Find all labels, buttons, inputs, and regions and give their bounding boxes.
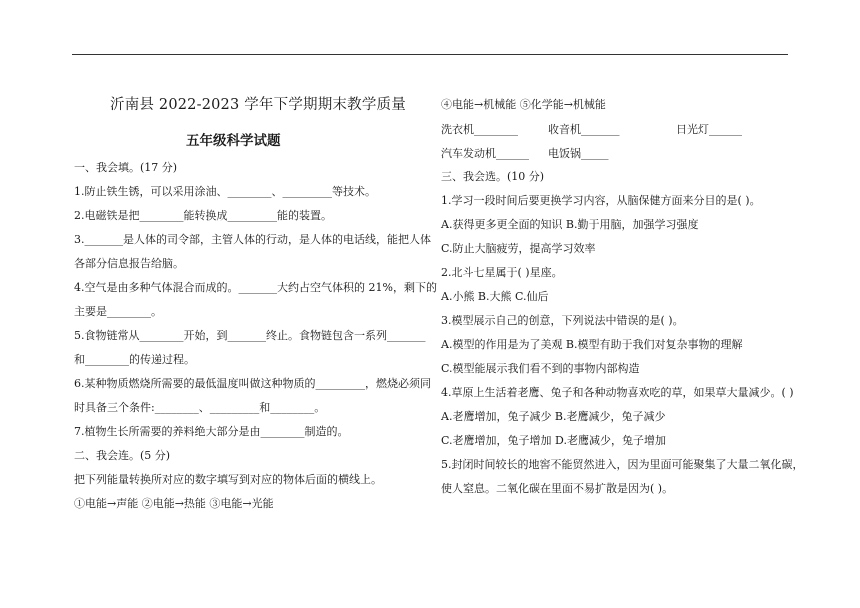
- energy-options: ④电能→机械能 ⑤化学能→机械能: [441, 98, 606, 111]
- question-line: 和________的传递过程。: [74, 353, 195, 366]
- question-line: A.获得更多更全面的知识 B.勤于用脑，加强学习强度: [441, 218, 699, 231]
- question-line: 5.食物链常从________开始，到_______终止。食物链包含一系列_______: [74, 329, 426, 342]
- question-line: 时具备三个条件:________、_________和________。: [74, 401, 326, 414]
- question-line: A.小熊 B.大熊 C.仙后: [441, 290, 549, 303]
- question-line: C.模型能展示我们看不到的事物内部构造: [441, 362, 640, 375]
- question-line: 1.学习一段时间后要更换学习内容，从脑保健方面来分目的是( )。: [441, 194, 761, 207]
- section-3-heading: 三、我会选。(10 分): [441, 170, 545, 183]
- question-line: 把下列能量转换所对应的数字填写到对应的物体后面的横线上。: [74, 473, 382, 486]
- question-line: 5.封闭时间较长的地窖不能贸然进入，因为里面可能聚集了大量二氧化碳，: [441, 458, 804, 471]
- question-line: 3.模型展示自己的创意，下列说法中错误的是( )。: [441, 314, 684, 327]
- question-line: 3._______是人体的司令部，主管人体的行动，是人体的电话线，能把人体: [74, 233, 431, 246]
- question-line: 使人窒息。二氧化碳在里面不易扩散是因为( )。: [441, 482, 674, 495]
- question-line: 6.某种物质燃烧所需要的最低温度叫做这种物质的_________，燃烧必须同: [74, 377, 431, 390]
- energy-options: ①电能→声能 ②电能→热能 ③电能→光能: [74, 497, 274, 510]
- question-line: 4.草原上生活着老鹰、兔子和各种动物喜欢吃的草，如果草大量减少。( ): [441, 386, 794, 399]
- question-line: C.老鹰增加，兔子增加 D.老鹰减少，兔子增加: [441, 434, 666, 447]
- question-line: A.老鹰增加，兔子减少 B.老鹰减少，兔子减少: [441, 410, 666, 423]
- question-line: 主要是________。: [74, 305, 162, 318]
- device-blank: 日光灯______: [676, 123, 742, 136]
- question-line: 2.电磁铁是把________能转换成_________能的装置。: [74, 209, 332, 222]
- question-line: 1.防止铁生锈，可以采用涂油、________、_________等技术。: [74, 185, 376, 198]
- question-line: 7.植物生长所需要的养料绝大部分是由________制造的。: [74, 425, 349, 438]
- question-line: C.防止大脑疲劳，提高学习效率: [441, 242, 596, 255]
- section-1-heading: 一、我会填。(17 分): [74, 161, 178, 174]
- device-blank: 电饭锅_____: [548, 147, 609, 160]
- question-line: A.模型的作用是为了美观 B.模型有助于我们对复杂事物的理解: [441, 338, 743, 351]
- question-line: 各部分信息报告给脑。: [74, 257, 184, 270]
- exam-title: 沂南县 2022-2023 学年下学期期末教学质量: [110, 97, 406, 113]
- section-2-heading: 二、我会连。(5 分): [74, 449, 171, 462]
- question-line: 4.空气是由多种气体混合而成的。_______大约占空气体积的 21%，剩下的: [74, 281, 437, 294]
- exam-subtitle: 五年级科学试题: [186, 133, 281, 149]
- device-blank: 洗衣机________: [441, 123, 518, 136]
- header-rule: [72, 54, 788, 55]
- device-blank: 汽车发动机______: [441, 147, 529, 160]
- device-blank: 收音机_______: [548, 123, 620, 136]
- question-line: 2.北斗七星属于( )星座。: [441, 266, 563, 279]
